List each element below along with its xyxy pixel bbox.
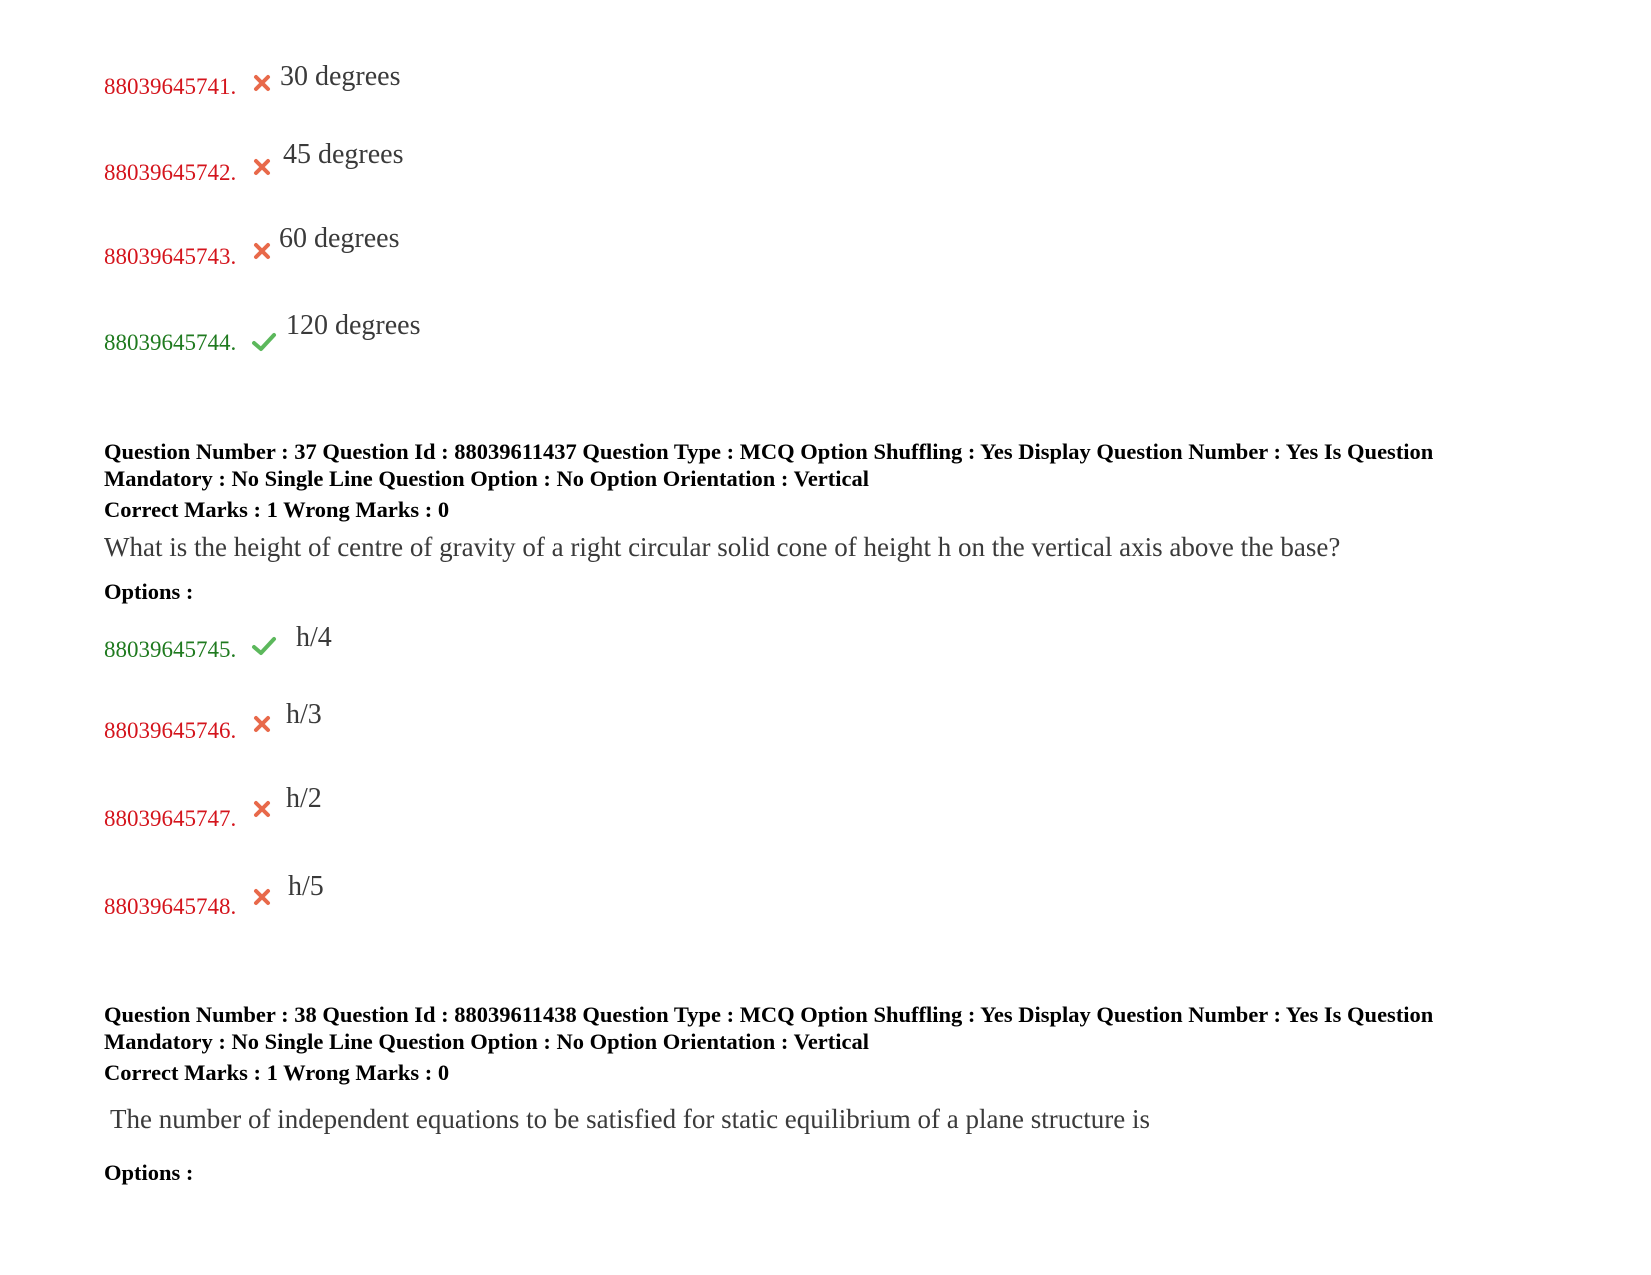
- option-id: 88039645741.: [104, 74, 237, 99]
- question-text: What is the height of centre of gravity of a right circular solid cone of height h on the vertical axis above the base?: [104, 532, 1341, 562]
- question-marks: Correct Marks : 1 Wrong Marks : 0: [104, 1060, 450, 1085]
- question-text: The number of independent equations to be satisfied for static equilibrium of a plane structure is: [110, 1104, 1150, 1134]
- question-marks: Correct Marks : 1 Wrong Marks : 0: [104, 497, 450, 522]
- option-id: 88039645747.: [104, 806, 237, 831]
- option-text: 45 degrees: [283, 139, 404, 170]
- option-id: 88039645746.: [104, 718, 237, 743]
- question-meta: Question Number : 38 Question Id : 88039611438 Question Type : MCQ Option Shuffling : Yes Display Question Number : Yes Is Question Mandatory : No Single Line Question Option : No Option Orientation : Vertical: [104, 1002, 1434, 1054]
- option-text: 120 degrees: [286, 310, 421, 341]
- options-label: Options :: [104, 1160, 194, 1185]
- cross-icon: [251, 886, 273, 908]
- option-id: 88039645742.: [104, 160, 237, 185]
- option-text: 60 degrees: [279, 223, 400, 254]
- option-id: 88039645743.: [104, 244, 237, 269]
- cross-icon: [251, 798, 273, 820]
- option-text: h/2: [286, 783, 322, 814]
- option-text: h/4: [296, 622, 332, 653]
- cross-icon: [251, 156, 273, 178]
- option-text: h/5: [288, 871, 324, 902]
- options-label: Options :: [104, 579, 194, 604]
- cross-icon: [251, 713, 273, 735]
- option-id: 88039645748.: [104, 894, 237, 919]
- cross-icon: [251, 240, 273, 262]
- option-id: 88039645744.: [104, 330, 237, 355]
- cross-icon: [251, 72, 273, 94]
- option-text: 30 degrees: [280, 61, 401, 92]
- check-icon: [251, 331, 277, 353]
- option-id: 88039645745.: [104, 637, 237, 662]
- question-meta: Question Number : 37 Question Id : 88039611437 Question Type : MCQ Option Shuffling : Yes Display Question Number : Yes Is Question Mandatory : No Single Line Question Option : No Option Orientation : Vertical: [104, 439, 1434, 491]
- option-text: h/3: [286, 699, 322, 730]
- check-icon: [251, 635, 277, 657]
